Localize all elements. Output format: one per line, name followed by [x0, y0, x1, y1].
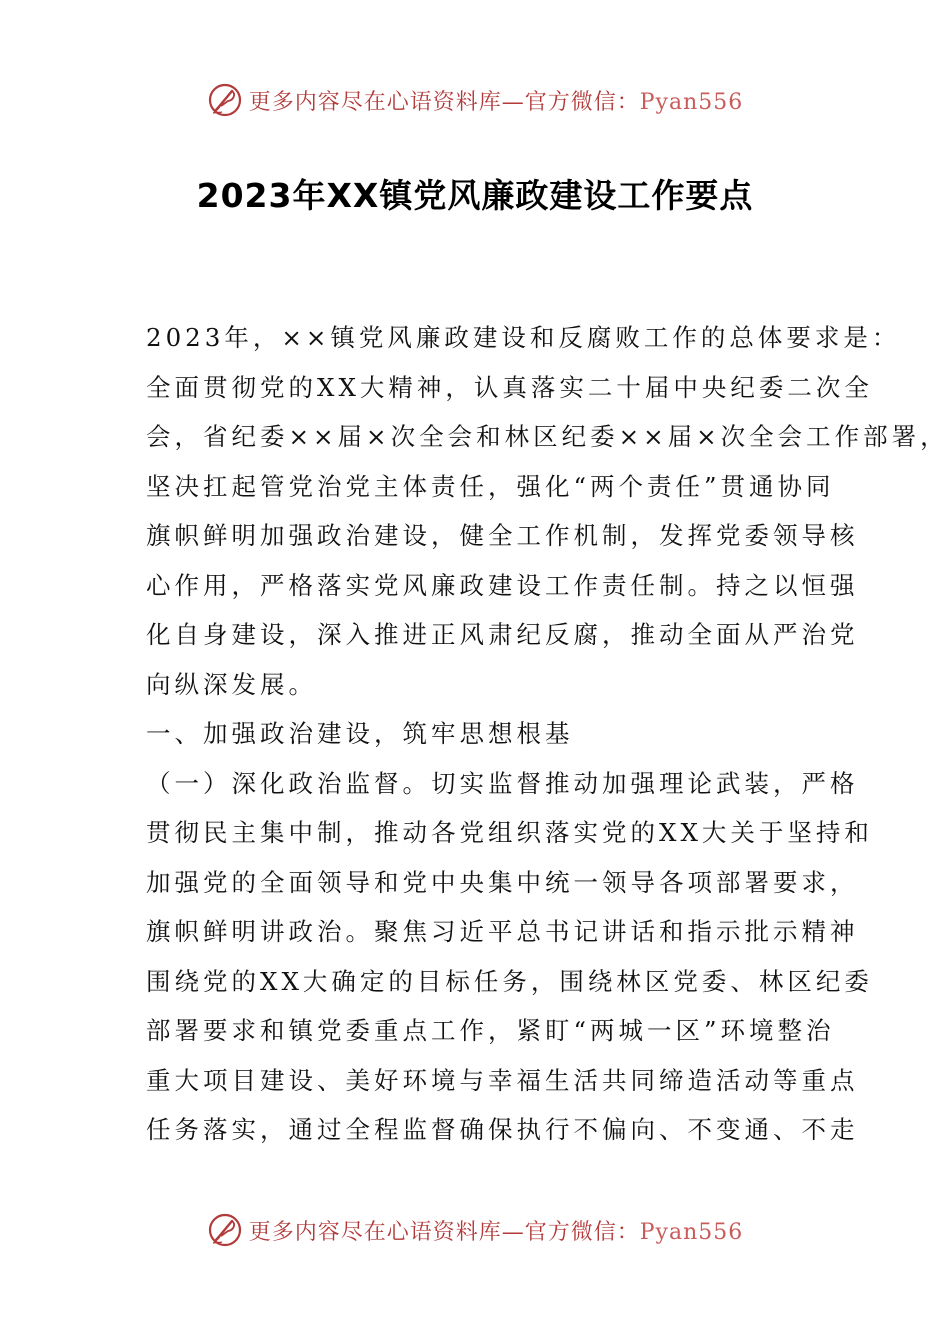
paragraph-line: 化自身建设，深入推进正风肃纪反腐，推动全面从严治党: [146, 620, 859, 649]
section-heading: 一、加强政治建设，筑牢思想根基: [146, 719, 574, 748]
document-title: 2023年XX镇党风廉政建设工作要点: [196, 176, 754, 215]
quill-logo-icon: [207, 1212, 243, 1248]
paragraph-line: 会，省纪委××届×次全会和林区纪委××届×次全会工作部署，: [146, 422, 949, 451]
watermark-text: 更多内容尽在心语资料库—官方微信：Pyan556: [248, 1219, 744, 1245]
quill-logo-icon: [207, 82, 243, 118]
paragraph-line: 全面贯彻党的XX大精神，认真落实二十届中央纪委二次全: [146, 372, 873, 402]
watermark-text: 更多内容尽在心语资料库—官方微信：Pyan556: [248, 89, 744, 115]
document-body: [146, 313, 949, 1155]
paragraph-line: 任务落实，通过全程监督确保执行不偏向、不变通、不走: [146, 1115, 859, 1144]
paragraph-line: （一）深化政治监督。切实监督推动加强理论武装，严格: [146, 768, 859, 798]
paragraph-line: 部署要求和镇党委重点工作，紧盯“两城一区”环境整治: [146, 1016, 835, 1045]
paragraph-line: 旗帜鲜明加强政治建设，健全工作机制，发挥党委领导核: [146, 521, 859, 550]
wechat-id: Pyan556: [639, 89, 744, 115]
paragraph-line: 加强党的全面领导和党中央集中统一领导各项部署要求，: [146, 867, 859, 897]
paragraph-line: 围绕党的XX大确定的目标任务，围绕林区党委、林区纪委: [146, 966, 873, 996]
wechat-id: Pyan556: [639, 1219, 744, 1245]
paragraph-line: 旗帜鲜明讲政治。聚焦习近平总书记讲话和指示批示精神: [146, 917, 859, 946]
header-watermark: [0, 78, 950, 122]
paragraph-line: 向纵深发展。: [146, 669, 317, 699]
paragraph-line: 坚决扛起管党治党主体责任，强化“两个责任”贯通协同: [146, 471, 835, 501]
paragraph-line: 贯彻民主集中制，推动各党组织落实党的XX大关于坚持和: [146, 818, 873, 847]
footer-watermark: [0, 1208, 950, 1252]
paragraph-line: 2023年，××镇党风廉政建设和反腐败工作的总体要求是：: [146, 323, 901, 352]
paragraph-line: 重大项目建设、美好环境与幸福生活共同缔造活动等重点: [146, 1065, 859, 1095]
paragraph-line: 心作用，严格落实党风廉政建设工作责任制。持之以恒强: [146, 570, 859, 600]
